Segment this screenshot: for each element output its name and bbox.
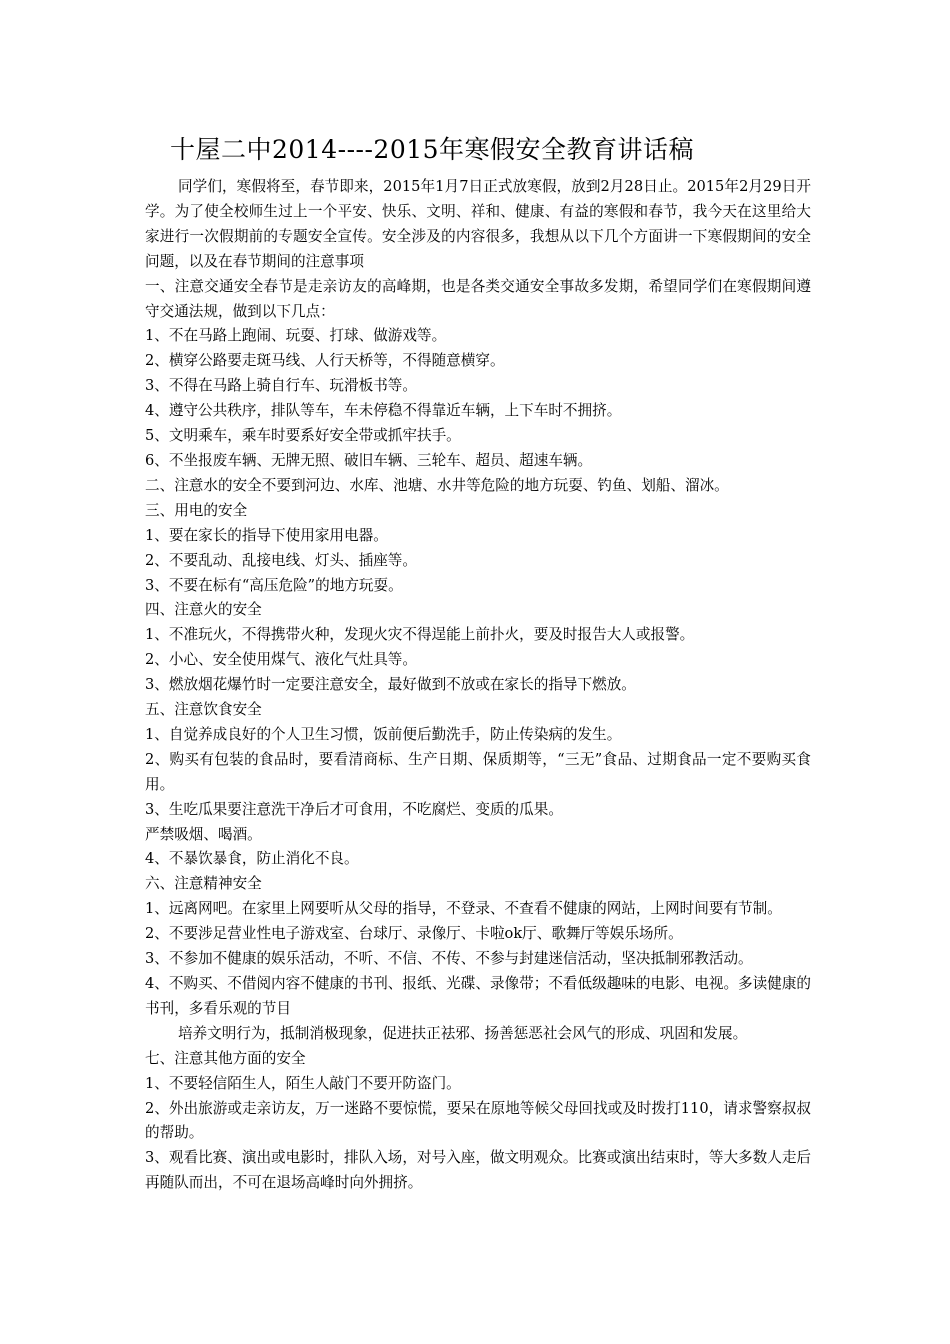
paragraph: 6、不坐报废车辆、无牌无照、破旧车辆、三轮车、超员、超速车辆。	[145, 451, 593, 469]
document-body	[145, 175, 811, 1196]
paragraph: 2、不要乱动、乱接电线、灯头、插座等。	[145, 551, 417, 569]
paragraph: 二、注意水的安全不要到河边、水库、池塘、水井等危险的地方玩耍、钓鱼、划船、溜冰。	[145, 476, 729, 494]
paragraph: 2、小心、安全使用煤气、液化气灶具等。	[145, 651, 417, 669]
paragraph: 4、不暴饮暴食，防止消化不良。	[145, 850, 359, 868]
paragraph: 1、不在马路上跑闹、玩耍、打球、做游戏等。	[145, 327, 447, 345]
paragraph: 同学们，寒假将至，春节即来，2015年1月7日正式放寒假，放到2月28日止。2015年2月29日开学。为了使全校师生过上一个平安、快乐、文明、祥和、健康、有益的寒假和春节，我今天在这里给大家进行一次假期前的专题安全宣传。安全涉及的内容很多，我想从以下几个方面讲一下寒假期间的安全问题，以及在春节期间的注意事项	[145, 178, 811, 270]
paragraph: 2、外出旅游或走亲访友，万一迷路不要惊慌，要呆在原地等候父母回找或及时拨打110，请求警察叔叔的帮助。	[145, 1099, 811, 1142]
paragraph: 一、注意交通安全春节是走亲访友的高峰期，也是各类交通安全事故多发期，希望同学们在寒假期间遵守交通法规，做到以下几点：	[145, 277, 811, 320]
paragraph: 4、不购买、不借阅内容不健康的书刊、报纸、光碟、录像带；不看低级趣味的电影、电视。多读健康的书刊，多看乐观的节目	[145, 975, 812, 1017]
paragraph: 3、不参加不健康的娱乐活动，不听、不信、不传、不参与封建迷信活动，坚决抵制邪教活动。	[145, 950, 753, 968]
paragraph: 2、横穿公路要走斑马线、人行天桥等，不得随意横穿。	[145, 352, 505, 370]
paragraph: 2、购买有包装的食品时，要看清商标、生产日期、保质期等，“三无”食品、过期食品一定不要购买食用。	[145, 750, 811, 793]
paragraph: 1、不准玩火，不得携带火种，发现火灾不得逞能上前扑火，要及时报告大人或报警。	[145, 626, 695, 644]
paragraph: 3、生吃瓜果要注意洗干净后才可食用，不吃腐烂、变质的瓜果。	[145, 800, 563, 818]
paragraph: 3、不得在马路上骑自行车、玩滑板书等。	[145, 377, 417, 395]
paragraph: 5、文明乘车，乘车时要系好安全带或抓牢扶手。	[145, 427, 461, 445]
paragraph: 3、观看比赛、演出或电影时，排队入场，对号入座，做文明观众。比赛或演出结束时，等大多数人走后再随队而出，不可在退场高峰时向外拥挤。	[145, 1149, 812, 1192]
paragraph: 3、不要在标有“高压危险”的地方玩耍。	[145, 576, 403, 594]
paragraph: 1、自觉养成良好的个人卫生习惯，饭前便后勤洗手，防止传染病的发生。	[145, 725, 622, 743]
paragraph: 严禁吸烟、喝酒。	[145, 825, 262, 843]
paragraph: 七、注意其他方面的安全	[145, 1049, 306, 1067]
paragraph: 4、遵守公共秩序，排队等车，车未停稳不得靠近车辆，上下车时不拥挤。	[145, 402, 622, 420]
paragraph: 六、注意精神安全	[145, 875, 262, 893]
paragraph: 3、燃放烟花爆竹时一定要注意安全，最好做到不放或在家长的指导下燃放。	[145, 676, 636, 694]
paragraph: 培养文明行为，抵制消极现象，促进扶正祛邪、扬善惩恶社会风气的形成、巩固和发展。	[178, 1024, 748, 1042]
paragraph: 2、不要涉足营业性电子游戏室、台球厅、录像厅、卡啦ok厅、歌舞厅等娱乐场所。	[145, 925, 683, 943]
document-title: 十屋二中2014----2015年寒假安全教育讲话稿	[170, 135, 695, 164]
paragraph: 五、注意饮食安全	[145, 701, 262, 719]
paragraph: 三、用电的安全	[145, 501, 248, 519]
paragraph: 1、要在家长的指导下使用家用电器。	[145, 526, 388, 544]
paragraph: 四、注意火的安全	[145, 601, 262, 619]
paragraph: 1、远离网吧。在家里上网要听从父母的指导，不登录、不查看不健康的网站，上网时间要有节制。	[145, 900, 782, 918]
paragraph: 1、不要轻信陌生人，陌生人敲门不要开防盗门。	[145, 1074, 461, 1092]
